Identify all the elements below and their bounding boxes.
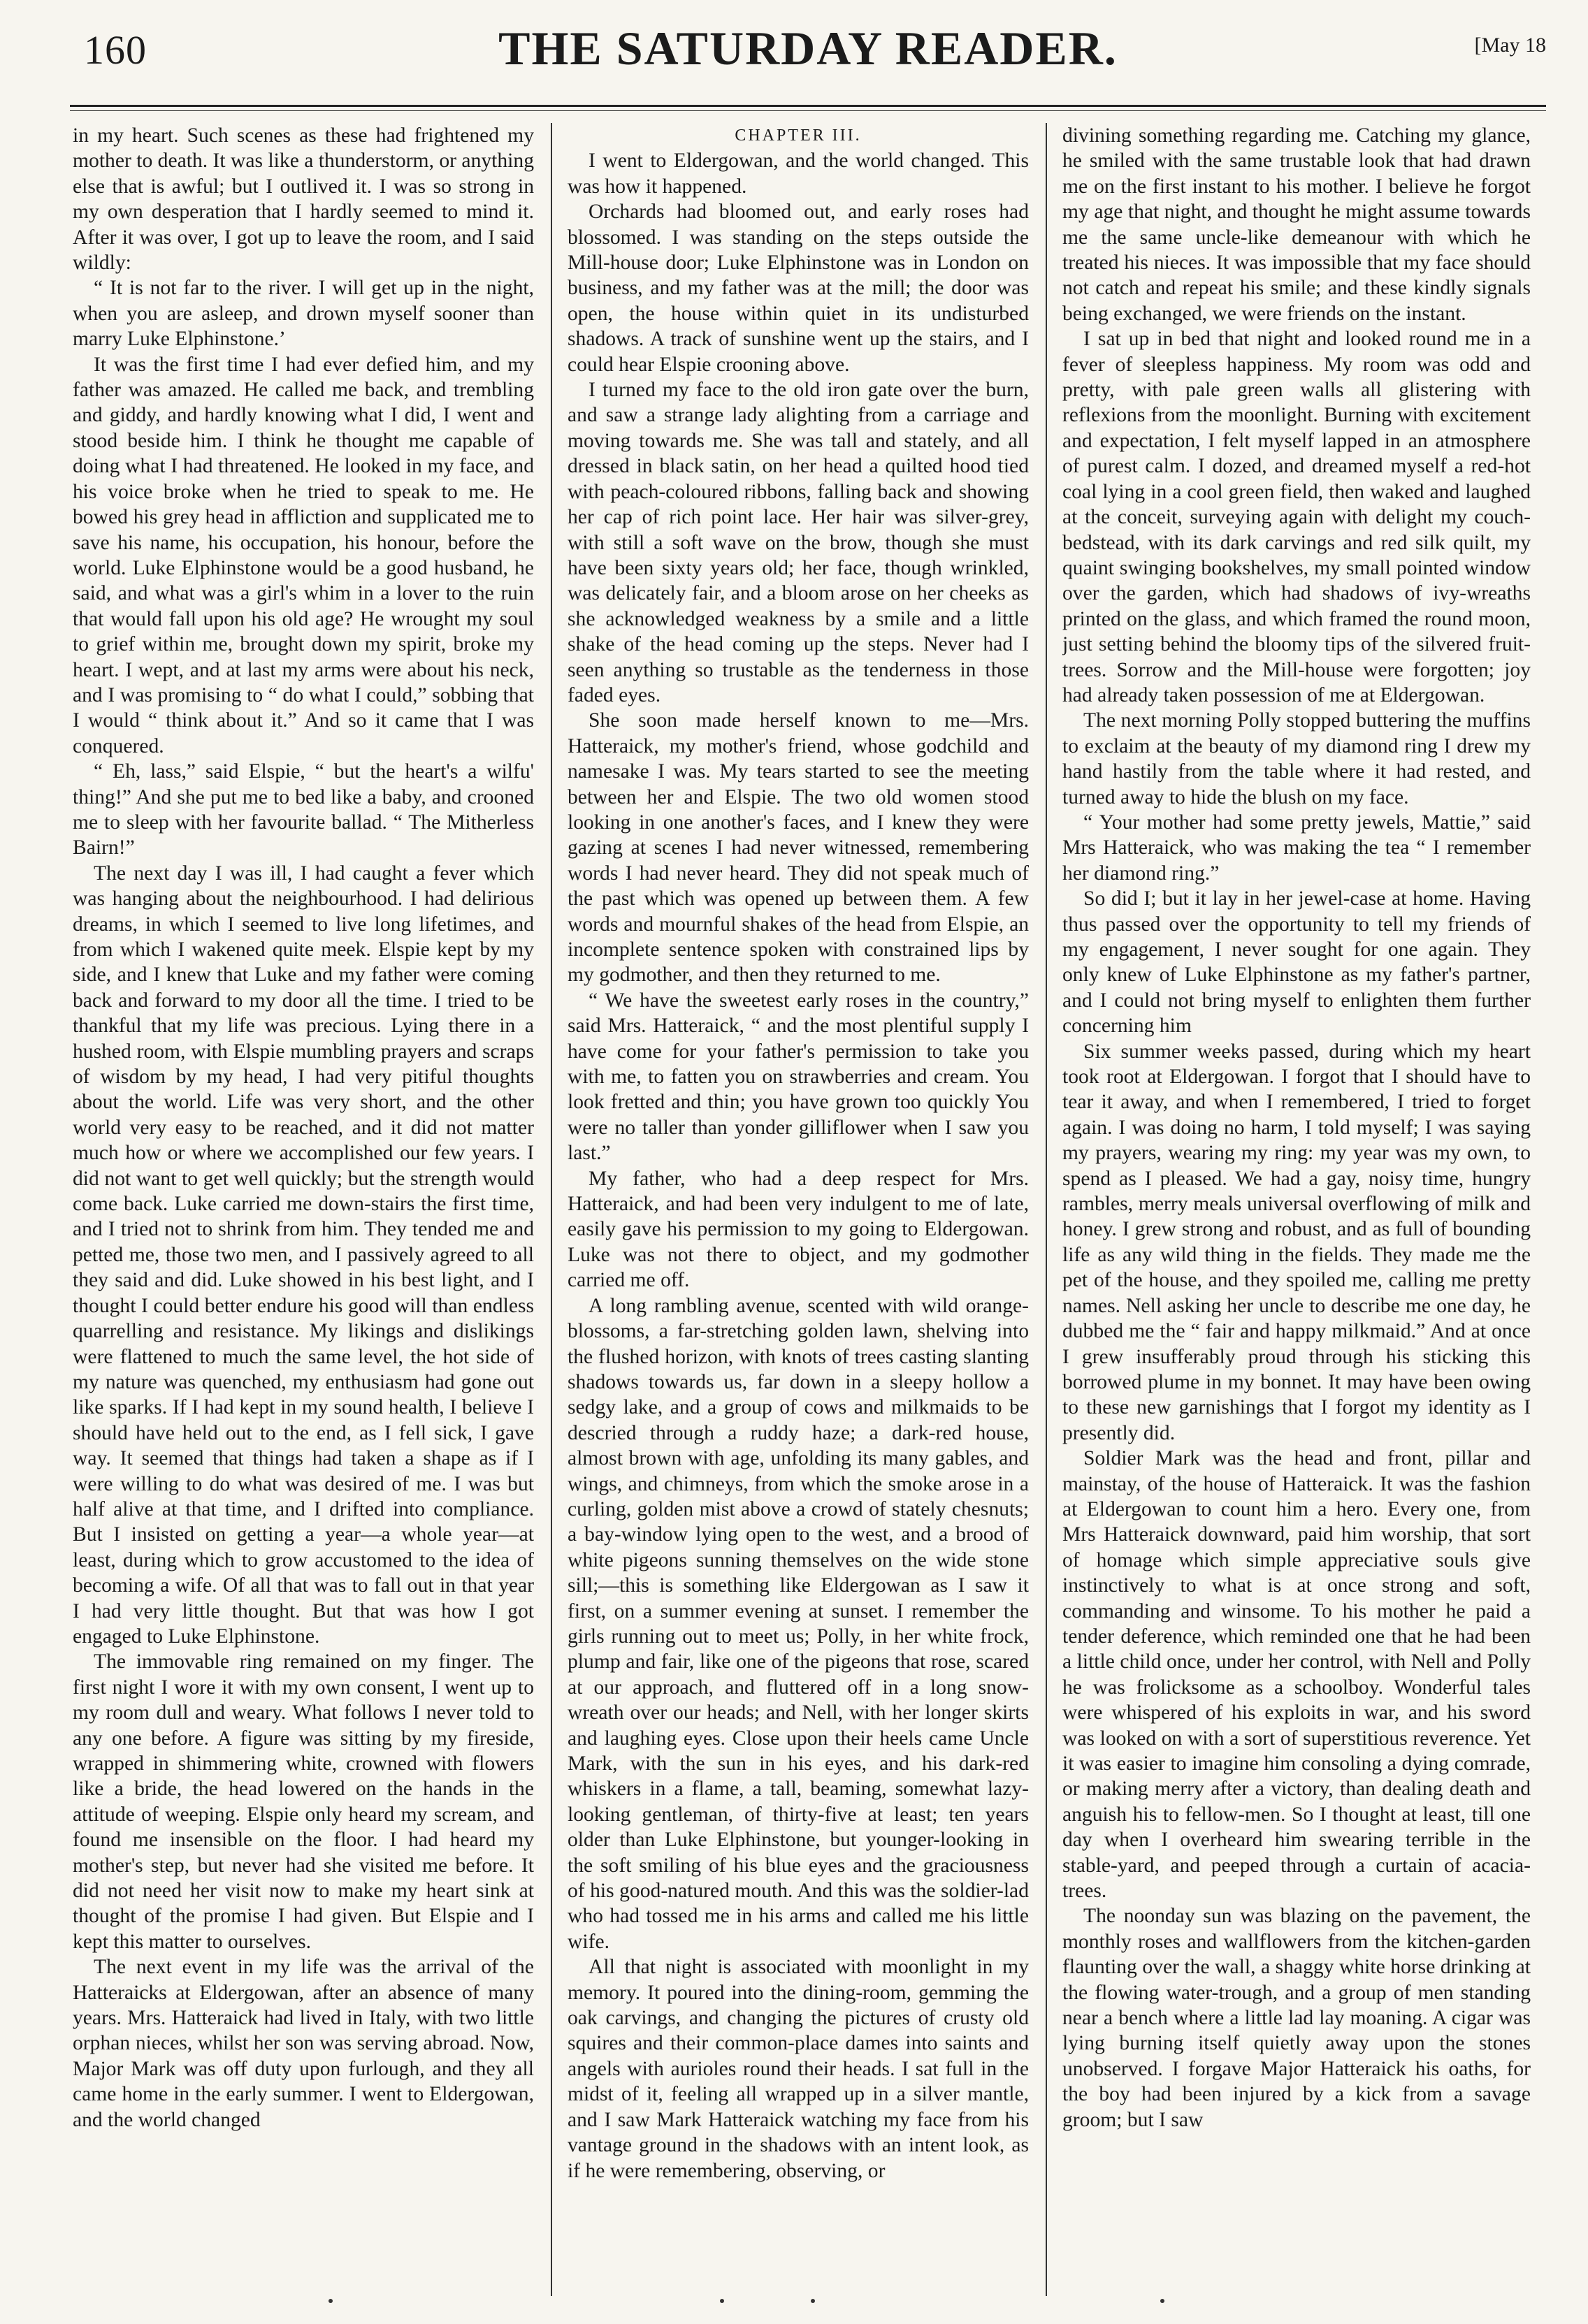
paper-title: THE SATURDAY READER.	[498, 22, 1118, 75]
paragraph: I turned my face to the old iron gate over the burn, and saw a strange lady alighting from a carriage and moving towards me. She was tall and stately, and all dressed in black satin, on her head a quilted hood tied with peach-coloured ribbons, falling back and showing her cap of rich point lace. Her hair was silver-grey, with still a soft wave on the brow, though she must have been sixty years old; her face, though wrinkled, was delicately fair, and a bloom arose on her cheeks as she acknowledged weakness by a smile and a little shake of the head coming up the steps. Never had I seen anything so trustable as the tenderness in those faded eyes.	[568, 379, 1029, 706]
page-number: 160	[84, 27, 147, 73]
paragraph: “ Eh, lass,” said Elspie, “ but the heart's a wilfu' thing!” And she put me to bed like a baby, and crooned me to sleep with her favourite ballad. “ The Mitherless Bairn!”	[73, 760, 534, 859]
paragraph: It was the first time I had ever defied him, and my father was amazed. He called me back, and trembling and giddy, and hardly knowing what I did, I went and stood beside him. I think he thought me capable of doing what I had threatened. He looked in my face, and his voice broke when he tried to speak to me. He bowed his grey head in affliction and supplicated me to save his name, his occupation, his honour, before the world. Luke Elphinstone would be a good husband, he said, and what was a girl's whim in a lover to the ruin that would fall upon his old age? He wrought my soul to grief within me, brought down my spirit, broke my heart. I wept, and at last my arms were about his neck, and I was promising to “ do what I could,” sobbing that I would “ think about it.” And so it came that I was conquered.	[73, 353, 534, 757]
paragraph: “ Your mother had some pretty jewels, Mattie,” said Mrs Hatteraick, who was making the tea “ I remember her diamond ring.”	[1062, 811, 1531, 885]
column-divider	[1046, 123, 1047, 2296]
paragraph: divining something regarding me. Catching my glance, he smiled with the same trustable look that had drawn me on the first instant to his mother. I believe he forgot my age that night, and thought he might assume towards me the same uncle-like demeanour with which he treated his nieces. It was impossible that my face should not catch and repeat his smile; and these kindly signals being exchanged, we were friends on the instant.	[1062, 124, 1531, 325]
paragraph: Orchards had bloomed out, and early roses had blossomed. I was standing on the steps outside the Mill-house door; Luke Elphinstone was in London on business, and my father was at the mill; the door was open, the house within quiet in its undisturbed shadows. A track of sunshine went up the stairs, and I could hear Elspie crooning above.	[568, 201, 1029, 376]
speck	[811, 2299, 815, 2303]
paragraph: Soldier Mark was the head and front, pillar and mainstay, of the house of Hatteraick. It was the fashion at Eldergowan to count him a hero. Every one, from Mrs Hatteraick downward, paid him worship, that sort of homage which simple appreciative souls give instinctively to what is at once strong and soft, commanding and winsome. To his mother he paid a tender deference, which reminded one that he had been a little child once, under her control, with Nell and Polly he was frolicksome as a schoolboy. Wonderful tales were whispered of his exploits in war, and his sword was looked on with a sort of superstitious reverence. Yet it was easier to imagine him consoling a dying comrade, or making merry after a victory, than dealing death and anguish his to fellow-men. So I thought at least, till one day when I overheard him swearing terrible in the stable-yard, and peeped through a curtain of acacia-trees.	[1062, 1447, 1531, 1903]
paragraph: The next event in my life was the arrival of the Hatteraicks at Eldergowan, after an absence of many years. Mrs. Hatteraick had lived in Italy, with two little orphan nieces, whilst her son was serving abroad. Now, Major Mark was off duty upon furlough, and they all came home in the early summer. I went to Eldergowan, and the world changed	[73, 1956, 534, 2131]
paragraph: I sat up in bed that night and looked round me in a fever of sleepless happiness. My room was odd and pretty, with pale green walls all glistering with reflexions from the moonlight. Burning with excitement and expectation, I felt myself lapped in an atmosphere of purest calm. I dozed, and dreamed myself a red-hot coal lying in a cool green field, then waked and laughed at the conceit, surveying again with delight my couch-bedstead, with its dark carvings and red silk quilt, my quaint swinging bookshelves, my small pointed window over the garden, which had shadows of ivy-wreaths printed on the glass, and which framed the round moon, just setting behind the bloomy tips of the silvered fruit-trees. Sorrow and the Mill-house were forgotten; joy had already taken possession of me at Eldergowan.	[1062, 328, 1531, 706]
paragraph: The next day I was ill, I had caught a fever which was hanging about the neighbourhood. I had delirious dreams, in which I seemed to live long lifetimes, and from which I wakened quite meek. Elspie kept by my side, and I knew that Luke and my father were coming back and forward to my door all the time. I tried to be thankful that my life was precious. Lying there in a hushed room, with Elspie mumbling prayers and scraps of wisdom by my head, I had very pitiful thoughts about the world. Life was very short, and the other world very easy to be reached, and it did not matter much how or where we accomplished our few years. I did not want to get well quickly; but the strength would come back. Luke carried me down-stairs the first time, and I tried not to shrink from him. They tended me and petted me, those two men, and I passively agreed to all they said and did. Luke showed in his best light, and I thought I could better endure his good will than endless quarrelling and resistance. My likings and dislikings were flattened to much the same level, the hot side of my nature was quenched, my enthusiasm had gone out like sparks. If I had kept in my sound health, I believe I should have held out to the end, as I fell sick, I gave way. It seemed that things had taken a shape as if I were willing to do what was desired of me. I was but half alive at that time, and I drifted into compliance. But I insisted on getting a year—a whole year—at least, during which to grow accustomed to the idea of becoming a wife. Of all that was to fall out in that year I had very little thought. But that was how I got engaged to Luke Elphinstone.	[73, 862, 534, 1648]
paragraph: “ It is not far to the river. I will get up in the night, when you are asleep, and drown myself sooner than marry Luke Elphinstone.’	[73, 277, 534, 351]
speck	[1160, 2299, 1164, 2303]
paragraph: So did I; but it lay in her jewel-case at home. Having thus passed over the opportunity to tell my friends of my engagement, I never sought for one again. They only knew of Luke Elphinstone as my father's partner, and I could not bring myself to enlighten them further concerning him	[1062, 887, 1531, 1038]
header-rule	[70, 105, 1546, 107]
paragraph: The next morning Polly stopped buttering the muffins to exclaim at the beauty of my diamond ring I drew my hand hastily from the table where it had rested, and turned away to hide the blush on my face.	[1062, 709, 1531, 808]
bottom-specks	[0, 2299, 1588, 2313]
paragraph: She soon made herself known to me—Mrs. Hatteraick, my mother's friend, whose godchild and namesake I was. My tears started to see the meeting between her and Elspie. The two old women stood looking in one another's faces, and I knew they were gazing at scenes I had never witnessed, remembering words I had never heard. They did not speak much of the past which was opened up between them. A few words and mournful shakes of the head from Elspie, an incomplete sentence spoken with constrained lips by my godmother, and then they returned to me.	[568, 709, 1029, 987]
paragraph: My father, who had a deep respect for Mrs. Hatteraick, and had been very indulgent to me of late, easily gave his permission to my going to Eldergowan. Luke was not there to object, and my godmother carried me off.	[568, 1167, 1029, 1292]
paragraph: Six summer weeks passed, during which my heart took root at Eldergowan. I forgot that I should have to tear it away, and when I remembered, I tried to forget again. I was doing no harm, I told myself; I was saying my prayers, wearing my ring: my year was my own, to spend as I pleased. We had a gay, noisy time, hungry rambles, merry meals universal overflowing of milk and honey. I grew strong and robust, and as full of bounding life as any wild thing in the fields. They made me the pet of the house, and they spoiled me, calling me pretty names. Nell asking her uncle to describe me one day, he dubbed me the “ fair and happy milkmaid.” And at once I grew insufferably proud through his sticking this borrowed plume in my bonnet. It may have been owing to these new garnishings that I forgot my identity as I presently did.	[1062, 1040, 1531, 1444]
column-divider	[551, 123, 552, 2296]
paragraph: The noonday sun was blazing on the pavement, the monthly roses and wallflowers from the kitchen-garden flaunting over the wall, a shaggy white horse drinking at the flowing water-trough, and a group of men standing near a bench where a little lad lay moaning. A cigar was lying burning itself quietly away upon the stones unobserved. I forgave Major Hatteraick his oaths, for the boy had been injured by a kick from a savage groom; but I saw	[1062, 1905, 1531, 2131]
column-3	[1062, 123, 1531, 2282]
column-2	[568, 123, 1029, 2282]
paragraph: The immovable ring remained on my finger. The first night I wore it with my own consent, I went up to my room dull and weary. What follows I never told to any one before. A figure was sitting by my fireside, wrapped in shimmering white, crowned with flowers like a bride, the head lowered on the hands in the attitude of weeping. Elspie only heard my scream, and found me insensible on the floor. I had heard my mother's step, but never had she visited me before. It did not need her visit now to make my heart sink at thought of the promise I had given. But Elspie and I kept this matter to ourselves.	[73, 1650, 534, 1953]
column-1	[73, 123, 534, 2282]
paragraph: I went to Eldergowan, and the world changed. This was how it happened.	[568, 150, 1029, 198]
masthead	[70, 14, 1546, 98]
speck	[329, 2299, 333, 2303]
issue-date: [May 18	[1474, 34, 1546, 57]
paragraph: A long rambling avenue, scented with wild orange-blossoms, a far-stretching golden lawn, shelving into the flushed horizon, with knots of trees casting slanting shadows towards us, far down in a sleepy hollow a sedgy lake, and a group of cows and milkmaids to be descried through a ruddy haze; a dark-red house, almost brown with age, unfolding its many gables, and wings, and chimneys, from which the smoke arose in a curling, golden mist above a crowd of stately chesnuts; a bay-window lying open to the west, and a brood of white pigeons sunning themselves on the wide stone sill;—this is something like Eldergowan as I saw it first, on a summer evening at sunset. I remember the girls running out to meet us; Polly, in her white frock, plump and fair, like one of the pigeons that rose, scared at our approach, and fluttered off in a long snow-wreath over our heads; and Nell, with her longer skirts and laughing eyes. Close upon their heels came Uncle Mark, with the sun in his eyes, and his dark-red whiskers in a flame, a tall, beaming, somewhat lazy-looking gentleman, of thirty-five at least; ten years older than Luke Elphinstone, but younger-looking in the soft smiling of his blue eyes and the graciousness of his good-natured mouth. And this was the soldier-lad who had tossed me in his arms and called me his little wife.	[568, 1294, 1029, 1953]
paragraph: “ We have the sweetest early roses in the country,” said Mrs. Hatteraick, “ and the most plentiful supply I have come for your father's permission to take you with me, to fatten you on strawberries and cream. You look fretted and thin; you have grown too quickly You were no taller than yonder gilliflower when I saw you last.”	[568, 989, 1029, 1165]
paragraph: All that night is associated with moonlight in my memory. It poured into the dining-room, gemming the oak carvings, and changing the pictures of crusty old squires and their common-place dames into saints and angels with aurioles round their heads. I sat full in the midst of it, feeling all wrapped up in a silver mantle, and I saw Mark Hatteraick watching my face from his vantage ground in the shadows with an intent look, as if he were remembering, observing, or	[568, 1956, 1029, 2182]
paragraph: in my heart. Such scenes as these had frightened my mother to death. It was like a thunderstorm, or anything else that is awful; but I outlived it. I was so strong in my own desperation that I hardly seemed to mind it. After it was over, I got up to leave the room, and I said wildly:	[73, 124, 534, 275]
header-rule-thin	[70, 110, 1546, 111]
chapter-heading: CHAPTER III.	[735, 126, 862, 145]
speck	[720, 2299, 724, 2303]
